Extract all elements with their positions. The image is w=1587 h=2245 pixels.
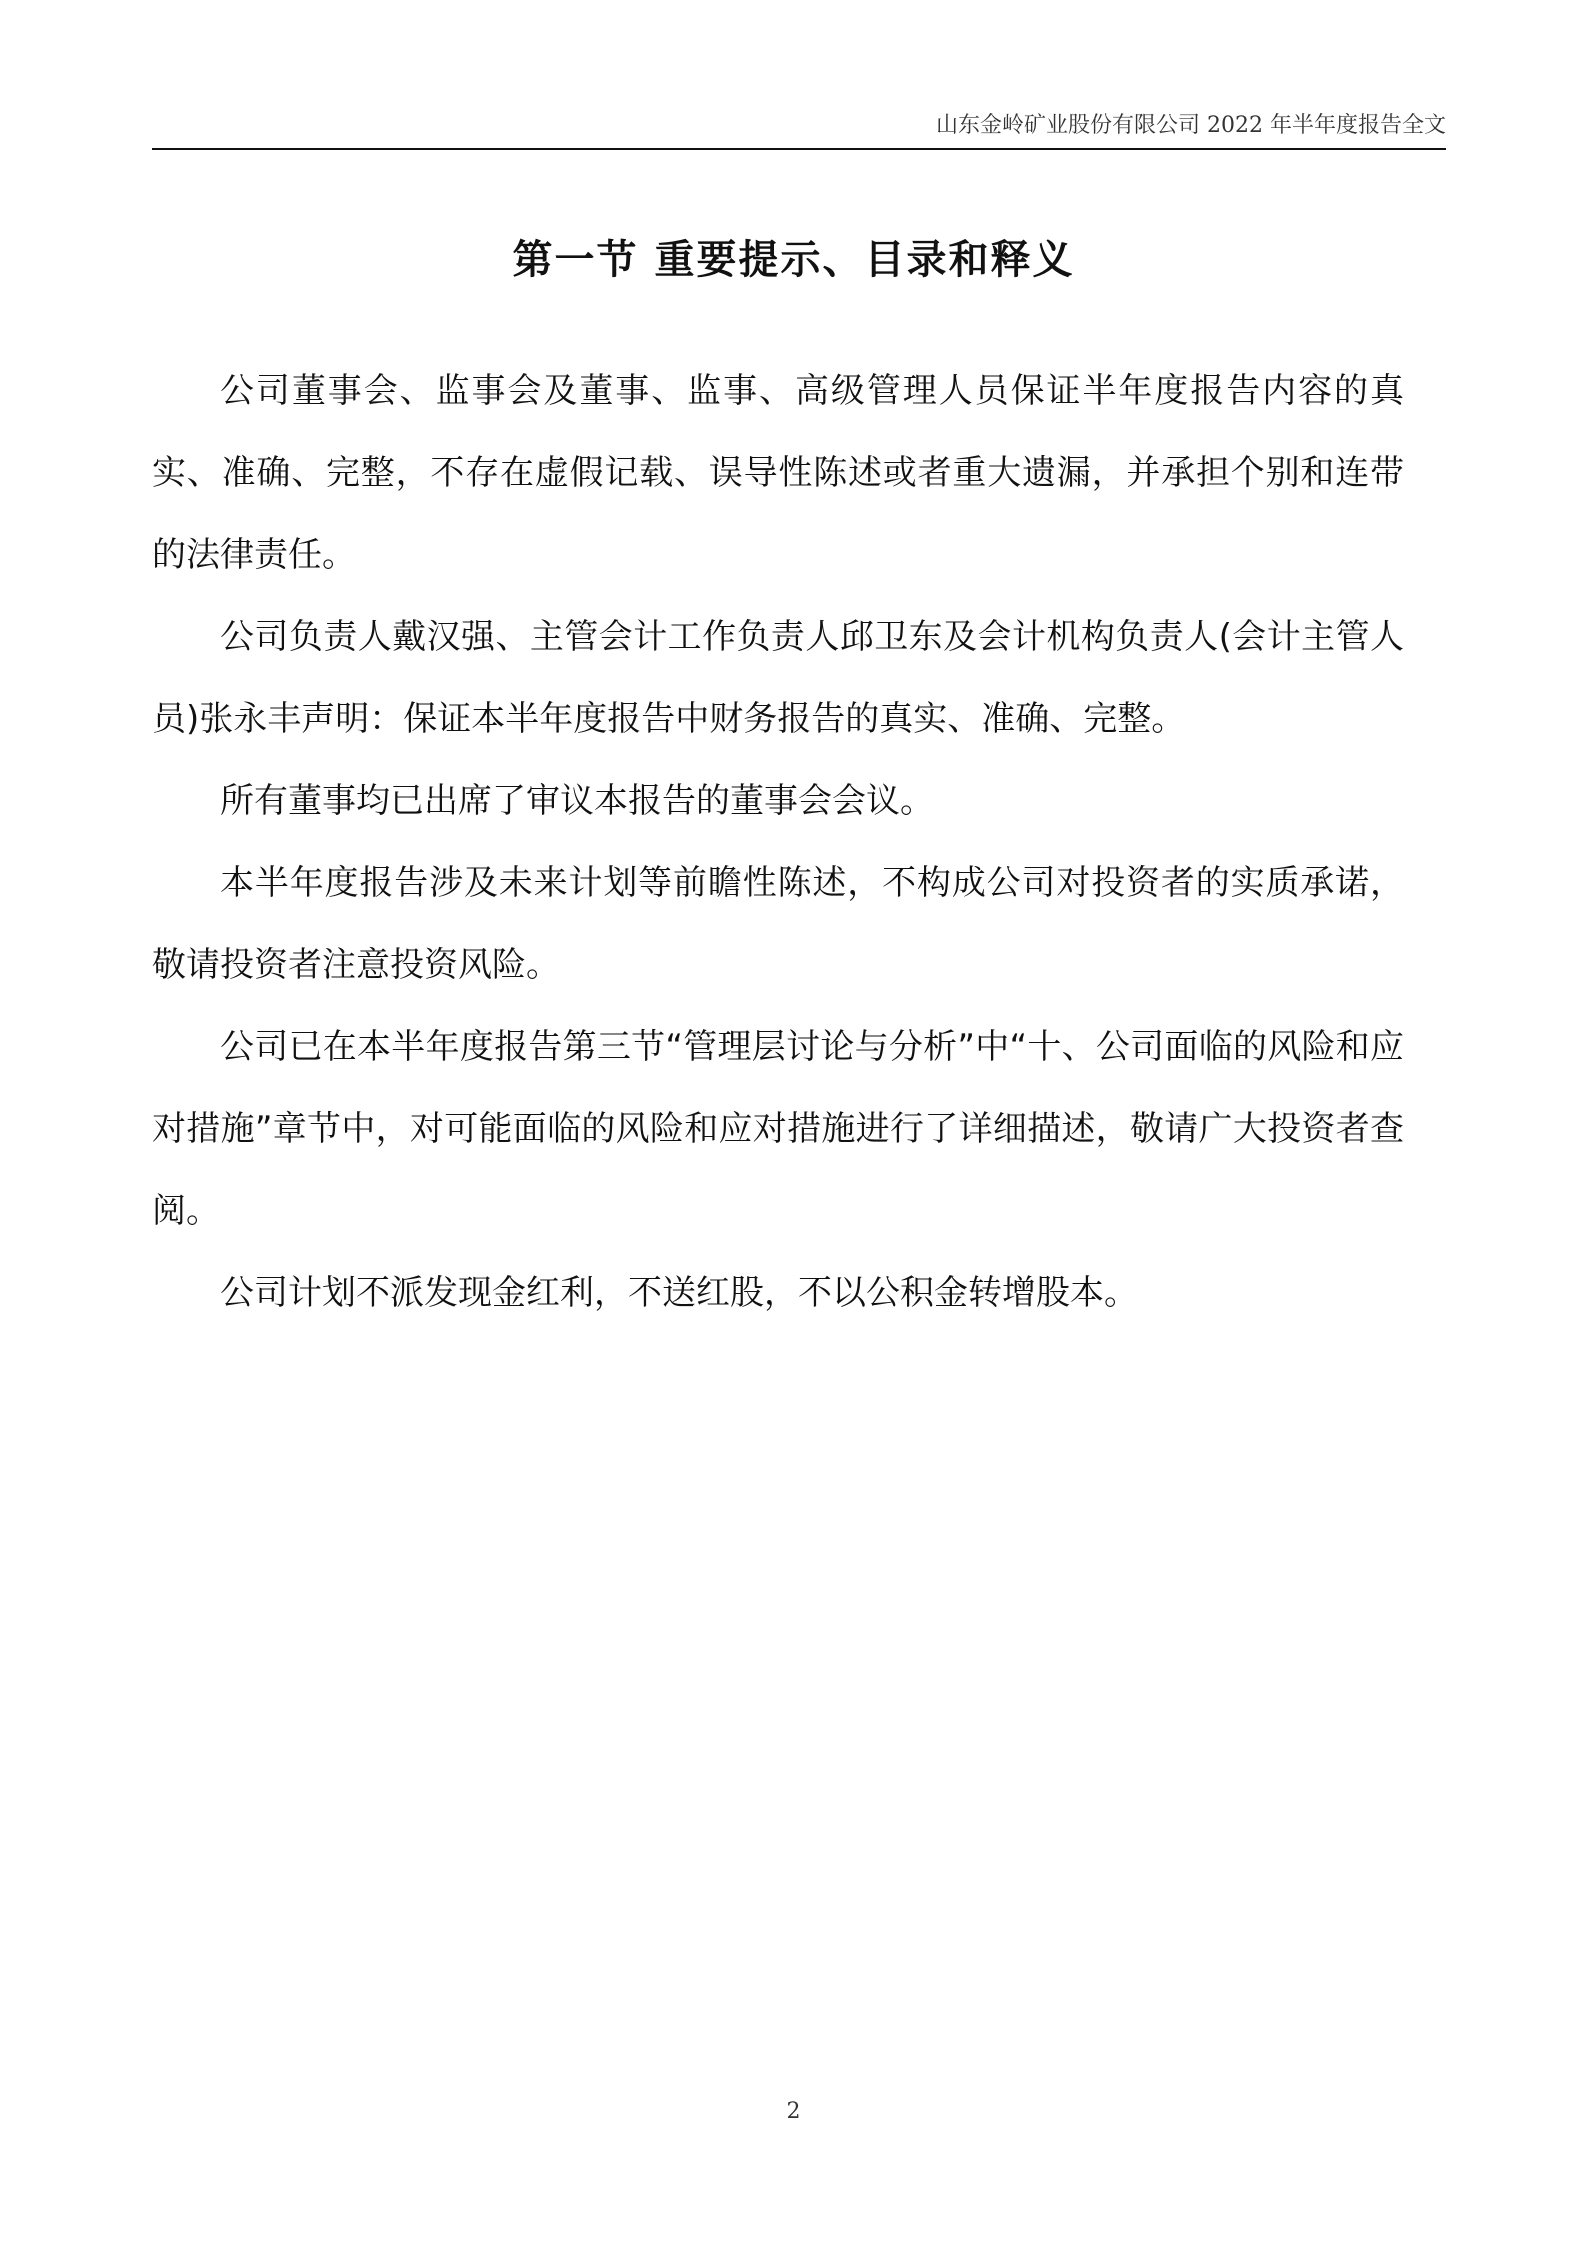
paragraph-directors-attendance: 所有董事均已出席了审议本报告的董事会会议。 — [220, 781, 934, 821]
paragraph-board-guarantee: 公司董事会、监事会及董事、监事、高级管理人员保证半年度报告内容的真实、准确、完整，不存在虚假记载、误导性陈述或者重大遗漏，并承担个别和连带的法律责任。 — [152, 371, 1404, 575]
paragraph-forward-looking: 本半年度报告涉及未来计划等前瞻性陈述，不构成公司对投资者的实质承诺，敬请投资者注意投资风险。 — [152, 863, 1404, 985]
paragraph-dividend-plan: 公司计划不派发现金红利，不送红股，不以公积金转增股本。 — [220, 1273, 1138, 1313]
section-title: 第一节 重要提示、目录和释义 — [512, 237, 1075, 283]
header-title: 山东金岭矿业股份有限公司 2022 年半年度报告全文 — [936, 113, 1446, 138]
paragraph-responsible-persons: 公司负责人戴汉强、主管会计工作负责人邱卫东及会计机构负责人(会计主管人员)张永丰声明：保证本半年度报告中财务报告的真实、准确、完整。 — [152, 617, 1404, 739]
page-number: 2 — [786, 2099, 801, 2124]
body-text — [152, 350, 1404, 1334]
page-header — [152, 110, 1446, 150]
paragraph-risk-reference: 公司已在本半年度报告第三节“管理层讨论与分析”中“十、公司面临的风险和应对措施”章节中，对可能面临的风险和应对措施进行了详细描述，敬请广大投资者查阅。 — [152, 1027, 1404, 1231]
